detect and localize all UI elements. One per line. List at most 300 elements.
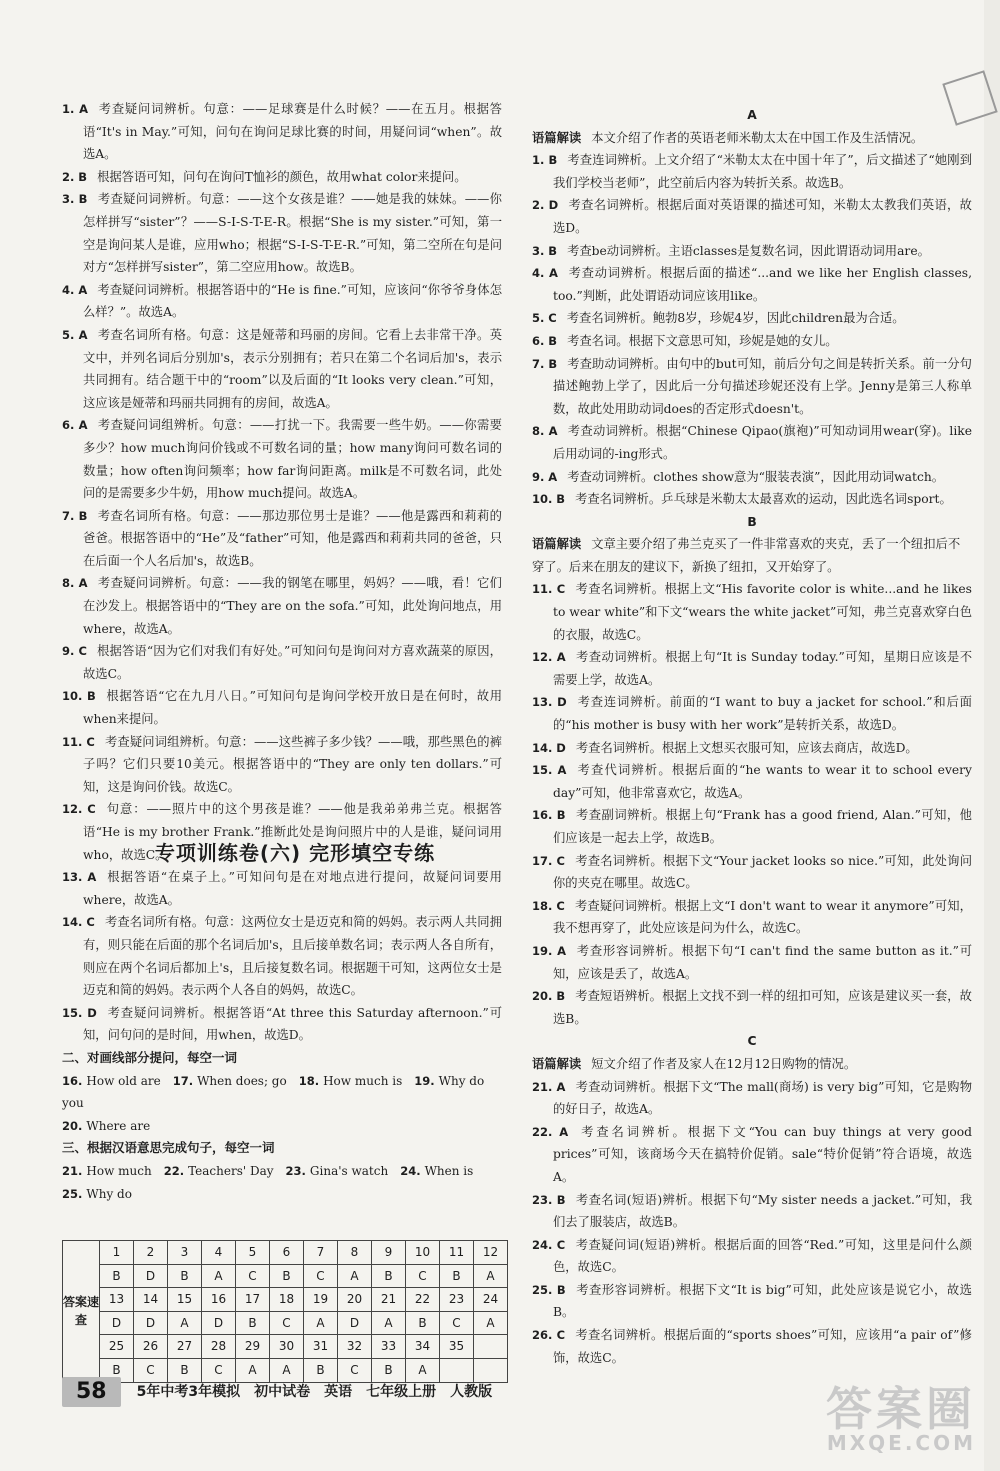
answer-item: [62, 572, 502, 640]
quick-table-answer: B: [236, 1311, 270, 1335]
answer-item: [532, 240, 972, 263]
item-answer-letter: C: [87, 802, 96, 817]
passage-b-answers: [532, 578, 972, 1030]
answer-item: [532, 1279, 972, 1324]
passage-b-summary: [532, 533, 972, 578]
item-answer-letter: D: [556, 740, 566, 755]
quick-table-number: [474, 1335, 508, 1359]
quick-table-number: 24: [474, 1288, 508, 1312]
passage-c-answers: [532, 1076, 972, 1370]
item-answer-letter: C: [548, 311, 557, 326]
item-number: 20.: [532, 989, 553, 1004]
quick-table-number: 35: [440, 1335, 474, 1359]
item-answer-letter: A: [548, 469, 558, 484]
section-2-title: 二、对画线部分提问，每空一词: [62, 1049, 238, 1065]
quick-table-number: 3: [168, 1241, 202, 1265]
item-answer-letter: B: [548, 153, 558, 168]
fill-answer-number: 16.: [62, 1073, 83, 1088]
quick-table-answer: D: [202, 1311, 236, 1335]
item-explanation: 考查名词。根据下文意思可知，珍妮是她的女儿。: [567, 333, 838, 348]
answer-item: [532, 578, 972, 646]
item-explanation: 根据答语“它在九月八日。”可知问句是询问学校开放日是在何时，故用when来提问。: [83, 689, 502, 727]
item-number: 5.: [62, 327, 75, 342]
item-explanation: 根据答语可知，问句在询问T恤衫的颜色，故用what color来提问。: [97, 169, 467, 184]
site-watermark: [826, 1382, 976, 1455]
item-number: 2.: [532, 198, 545, 213]
page-footer: [62, 1378, 506, 1406]
item-number: 26.: [532, 1328, 553, 1343]
item-explanation: 考查形容词辨析。根据下句“I can't find the same button as it.”可知，应该是丢了，故选A。: [553, 943, 972, 981]
quick-table-answer: A: [406, 1358, 440, 1382]
section-3-answers-line-2: [62, 1183, 502, 1206]
fill-answer-number: 18.: [298, 1073, 320, 1088]
item-explanation: 考查疑问词组辨析。句意：——这些裤子多少钱？——哦，那些黑色的裤子吗？它们只要10美元。根据答语中的“They are only ten dollars.”可知，这是询问价钱。故选C。: [83, 734, 502, 794]
right-column: [532, 104, 972, 1369]
quick-table-answer: B: [270, 1264, 304, 1288]
quick-table-answer: C: [406, 1264, 440, 1288]
item-explanation: 考查动词辨析。根据下文“The mall(商场) is very big”可知，它是购物的好日子，故选A。: [553, 1079, 972, 1117]
quick-table-number: 16: [202, 1288, 236, 1312]
quick-table-number: 32: [338, 1335, 372, 1359]
passage-b-heading: B: [747, 514, 757, 529]
item-explanation: 考查名词辨析。根据下文“Your jacket looks so nice.”可知，此处询问你的夹克在哪里。故选C。: [553, 853, 972, 891]
quick-table-row: [63, 1311, 508, 1335]
answer-item: [62, 911, 502, 1001]
quick-table-number: 14: [134, 1288, 168, 1312]
item-answer-letter: C: [556, 853, 565, 868]
item-number: 5.: [532, 311, 545, 326]
answer-item: [532, 488, 972, 511]
item-number: 15.: [62, 1005, 83, 1020]
fill-answer-number: 24.: [400, 1163, 421, 1178]
quick-table-label: 答案速查: [63, 1241, 100, 1383]
quick-table-number: 9: [372, 1241, 406, 1265]
item-explanation: 考查疑问词辨析。句意：——我的钢笔在哪里，妈妈？——哦，看！它们在沙发上。根据答语中的“They are on the sofa.”可知，此处询问地点，用where，故选A。: [83, 576, 502, 636]
item-answer-letter: C: [86, 734, 95, 749]
quick-table-number: 30: [270, 1335, 304, 1359]
quick-table-number: 19: [304, 1288, 338, 1312]
item-number: 7.: [62, 508, 75, 523]
item-number: 9.: [532, 469, 545, 484]
answer-item: [532, 1234, 972, 1279]
fill-answer: [62, 1187, 132, 1201]
item-number: 4.: [62, 282, 75, 297]
answer-item: [62, 414, 502, 504]
answer-item: [532, 307, 972, 330]
fill-answer-text: When is: [424, 1163, 474, 1178]
section-2-answers-line-2: [62, 1115, 502, 1138]
item-answer-letter: B: [86, 689, 96, 704]
item-answer-letter: D: [557, 695, 567, 710]
item-answer-letter: A: [556, 1079, 566, 1094]
item-answer-letter: C: [556, 582, 566, 597]
item-number: 17.: [532, 853, 553, 868]
quick-table-number: 26: [134, 1335, 168, 1359]
item-number: 6.: [532, 333, 545, 348]
quick-table-answer: B: [440, 1264, 474, 1288]
answer-item: [532, 759, 972, 804]
item-number: 7.: [532, 356, 545, 371]
quick-table-answer: B: [168, 1264, 202, 1288]
answer-item: [532, 1076, 972, 1121]
quick-table-number: 31: [304, 1335, 338, 1359]
item-answer-letter: B: [548, 356, 558, 371]
answer-item: [532, 1324, 972, 1369]
item-answer-letter: C: [556, 1328, 566, 1343]
quick-table-number: 33: [372, 1335, 406, 1359]
passage-c-heading: C: [747, 1034, 757, 1049]
item-explanation: 考查动词辨析。根据后面的描述“...and we like her English classes, too.”判断，此处谓语动词应该用like。: [553, 266, 972, 303]
item-number: 4.: [532, 266, 545, 281]
quick-table-number: 29: [236, 1335, 270, 1359]
fill-answer-text: Where are: [86, 1118, 151, 1133]
quick-table-answer: C: [134, 1358, 168, 1382]
item-explanation: 考查名词辨析。根据上文想买衣服可知，应该去商店，故选D。: [575, 740, 918, 755]
passage-b-summary-label: 语篇解读: [532, 537, 582, 552]
passage-a-answers: [532, 149, 972, 511]
item-number: 10.: [62, 689, 83, 704]
quick-table-number: 20: [338, 1288, 372, 1312]
quick-table-answer: C: [304, 1264, 338, 1288]
quick-table-number: 7: [304, 1241, 338, 1265]
quick-table-answer: A: [474, 1264, 508, 1288]
quick-table-answer: B: [406, 1311, 440, 1335]
quick-table-number: 4: [202, 1241, 236, 1265]
quick-table-number: 22: [406, 1288, 440, 1312]
fill-answer: [62, 1164, 152, 1178]
quick-table-number: 23: [440, 1288, 474, 1312]
item-explanation: 根据答语“在桌子上。”可知问句是在对地点进行提问，故疑问词要用where，故选A。: [83, 870, 502, 907]
item-answer-letter: A: [78, 576, 88, 591]
item-number: 8.: [62, 576, 75, 591]
item-explanation: 考查连词辨析。上文介绍了“米勒太太在中国十年了”，后文描述了“她刚到我们学校当老师”，此空前后内容为转折关系。故选B。: [553, 153, 972, 190]
quick-table-answer: C: [338, 1358, 372, 1382]
answer-item: [532, 262, 972, 307]
item-explanation: 考查名词(短语)辨析。根据下句“My sister needs a jacket.”可知，我们去了服装店，故选B。: [553, 1192, 972, 1230]
fill-answer-text: How much is: [323, 1073, 403, 1088]
quick-table-number: 18: [270, 1288, 304, 1312]
quick-table-number: 21: [372, 1288, 406, 1312]
watermark-logo-text: 答案圈: [826, 1382, 976, 1436]
answer-item: [532, 940, 972, 985]
answer-item: [62, 685, 502, 730]
fill-answer-number: 17.: [172, 1073, 194, 1088]
item-number: 14.: [62, 915, 83, 930]
item-explanation: 考查疑问词辨析。根据上文“I don't want to wear it anymore”可知，我不想再穿了，此处应该是问为什么，故选C。: [553, 898, 972, 936]
item-number: 15.: [532, 763, 553, 778]
item-explanation: 考查动词辨析。根据“Chinese Qipao(旗袍)”可知动词用wear(穿)。like后用动词的-ing形式。: [553, 424, 972, 461]
item-answer-letter: A: [87, 870, 97, 885]
item-answer-letter: B: [556, 1192, 566, 1207]
fill-answer: [400, 1164, 473, 1178]
item-answer-letter: A: [78, 327, 88, 342]
item-answer-letter: C: [556, 1237, 566, 1252]
footer-grade: 七年级上册: [366, 1383, 437, 1400]
answer-item: [62, 505, 502, 573]
quick-table-answer: A: [338, 1264, 372, 1288]
passage-c-summary-text: 短文介绍了作者及家人在12月12日购物的情况。: [591, 1056, 857, 1071]
quick-table-answer: B: [372, 1358, 406, 1382]
passage-c-summary-label: 语篇解读: [532, 1056, 582, 1071]
quick-table-answer: A: [372, 1311, 406, 1335]
item-explanation: 考查疑问词(短语)辨析。根据后面的回答“Red.”可知，这里是问什么颜色，故选C。: [553, 1237, 972, 1275]
item-answer-letter: A: [548, 424, 558, 439]
item-answer-letter: C: [78, 644, 87, 659]
item-answer-letter: A: [78, 418, 88, 433]
answer-item: [62, 1002, 502, 1047]
quick-table-answer: C: [236, 1264, 270, 1288]
item-number: 11.: [532, 582, 553, 597]
passage-a-heading: A: [747, 108, 757, 122]
item-explanation: 考查名词辨析。根据下文“You can buy things at very good prices”可知，该商场今天在搞特价促销。sale“特价促销”符合语境，故选A。: [553, 1124, 972, 1184]
fill-answer-text: How old are: [86, 1073, 161, 1088]
item-number: 16.: [532, 808, 553, 823]
item-explanation: 考查疑问词辨析。句意：——这个女孩是谁？——她是我的妹妹。——你怎样拼写“sister”？——S-I-S-T-E-R。根据“She is my sister.”可知，第一空是询问某人是谁，应用who；根据“S-I-S-T-E-R.”可知，第二空所在句是问对方“怎样拼写sister”，第二空应用how。故选B。: [83, 192, 502, 275]
item-number: 22.: [532, 1124, 553, 1139]
fill-answer-text: How much: [86, 1163, 152, 1178]
item-number: 12.: [62, 802, 83, 817]
item-explanation: 考查助动词辨析。由句中的but可知，前后分句之间是转折关系。前一分句描述鲍勃上学了，因此后一分句描述珍妮还没有上学。Jenny是第三人称单数，故此处用助动词does的否定形式doesn't。: [553, 356, 972, 416]
fill-answer-text: Why do: [86, 1186, 132, 1201]
quick-table-answer: B: [100, 1264, 134, 1288]
answer-item: [62, 324, 502, 414]
item-number: 13.: [62, 870, 83, 885]
item-answer-letter: D: [87, 1005, 97, 1020]
passage-a-summary-text: 本文介绍了作者的英语老师米勒太太在中国工作及生活情况。: [591, 130, 924, 145]
quick-table-answer: B: [304, 1358, 338, 1382]
item-number: 1.: [62, 102, 75, 116]
item-number: 24.: [532, 1237, 553, 1252]
section-3-answers-line-1: [62, 1160, 502, 1183]
left-column: [62, 98, 502, 1205]
quick-table-answer: D: [134, 1311, 168, 1335]
answer-item: [532, 353, 972, 421]
item-number: 12.: [532, 650, 553, 665]
quick-table-number: 11: [440, 1241, 474, 1265]
item-number: 10.: [532, 492, 553, 507]
item-number: 2.: [62, 169, 75, 184]
item-explanation: 考查动词辨析。clothes show意为“服装表演”，因此用动词watch。: [567, 469, 945, 484]
item-number: 9.: [62, 644, 75, 659]
quick-table-number: 13: [100, 1288, 134, 1312]
quick-table-row: [63, 1288, 508, 1312]
quick-table-answer: A: [236, 1358, 270, 1382]
item-explanation: 考查短语辨析。根据上文找不到一样的纽扣可知，应该是建议买一套，故选B。: [553, 989, 972, 1026]
item-explanation: 考查形容词辨析。根据下文“It is big”可知，此处应该是说它小，故选B。: [553, 1282, 972, 1320]
item-explanation: 句意：——照片中的这个男孩是谁？——他是我弟弟弗兰克。根据答语“He is my brother Frank.”推断此处是询问照片中的人是谁，疑问词用who，故选C。: [83, 802, 502, 862]
answer-item: [532, 804, 972, 849]
item-answer-letter: A: [78, 282, 88, 297]
answer-item: [532, 194, 972, 239]
item-answer-letter: A: [549, 266, 558, 281]
quick-table-answer: D: [100, 1311, 134, 1335]
quick-table-number: 8: [338, 1241, 372, 1265]
item-answer-letter: B: [78, 169, 88, 184]
item-answer-letter: B: [556, 492, 566, 507]
quick-table-answer: A: [202, 1264, 236, 1288]
quick-table-number: 10: [406, 1241, 440, 1265]
item-number: 25.: [532, 1282, 553, 1297]
answer-item: [62, 731, 502, 799]
choice-answers-list: [62, 98, 502, 1047]
answer-item: [532, 330, 972, 353]
item-number: 13.: [532, 695, 553, 710]
item-answer-letter: A: [557, 763, 567, 778]
fill-answer-text: Teachers' Day: [188, 1163, 274, 1178]
section-2-answers-line-1: [62, 1070, 502, 1115]
item-explanation: 考查疑问词组辨析。句意：——打扰一下。我需要一些牛奶。——你需要多少？how much询问价钱或不可数名词的量；how many询问可数名词的数量；how often询问频率；how far询问距离。milk是不可数名词，此处问的是需要多少牛奶，用how much提问。故选A。: [83, 418, 502, 501]
quick-table-answer: A: [474, 1311, 508, 1335]
answer-item: [532, 691, 972, 736]
fill-answer-number: 25.: [62, 1186, 83, 1201]
answer-item: [532, 895, 972, 940]
item-explanation: 考查疑问词辨析。根据答语“At three this Saturday afternoon.”可知，问句问的是时间，用when，故选D。: [83, 1005, 502, 1043]
answer-item: [532, 1121, 972, 1189]
item-explanation: 考查be动词辨析。主语classes是复数名词，因此谓语动词用are。: [567, 243, 930, 258]
item-answer-letter: C: [556, 898, 565, 913]
item-number: 19.: [532, 943, 553, 958]
passage-c-summary: [532, 1053, 972, 1076]
item-explanation: 考查名词辨析。鲍勃8岁，珍妮4岁，因此children最为合适。: [566, 311, 905, 326]
quick-table-answer: C: [270, 1311, 304, 1335]
quick-table-answer: D: [134, 1264, 168, 1288]
item-number: 18.: [532, 898, 553, 913]
answer-item: [62, 279, 502, 324]
quick-table-answer: B: [372, 1264, 406, 1288]
item-explanation: 考查代词辨析。根据后面的“he wants to wear it to school every day”可知，他非常喜欢它，故选A。: [553, 763, 972, 800]
quick-table-number: 1: [100, 1241, 134, 1265]
quick-table-answer: B: [100, 1358, 134, 1382]
quick-table-number: 5: [236, 1241, 270, 1265]
item-explanation: 考查疑问词辨析。根据答语中的“He is fine.”可知，应该问“你爷爷身体怎么样？”。故选A。: [83, 282, 502, 320]
item-answer-letter: B: [548, 243, 558, 258]
fill-answer-number: 23.: [285, 1163, 306, 1178]
item-answer-letter: A: [559, 1124, 569, 1139]
quick-table-row: [63, 1335, 508, 1359]
quick-table-answer: A: [304, 1311, 338, 1335]
footer-edition: 人教版: [450, 1383, 493, 1400]
right-page-edge: [984, 0, 1000, 1471]
item-number: 14.: [532, 740, 553, 755]
passage-a-summary-label: 语篇解读: [532, 130, 582, 145]
item-answer-letter: A: [556, 650, 566, 665]
unit-title: 专项训练卷(六) 完形填空专练: [154, 841, 436, 865]
answer-item: [62, 98, 502, 166]
answer-item: [532, 850, 972, 895]
item-explanation: 考查副词辨析。根据上句“Frank has a good friend, Alan.”可知，他们应该是一起去上学，故选B。: [553, 808, 972, 845]
item-answer-letter: A: [79, 102, 88, 116]
footer-series: 5年中考3年模拟: [136, 1383, 241, 1400]
fill-answer: [299, 1074, 403, 1088]
item-explanation: 考查疑问词辨析。句意：——足球赛是什么时候？——在五月。根据答语“It's in May.”可知，问句在询问足球比赛的时间，用疑问词“when”。故选A。: [83, 102, 502, 162]
quick-table-number: 34: [406, 1335, 440, 1359]
item-explanation: 考查名词所有格。句意：这是娅蒂和玛丽的房间。它看上去非常干净。英文中，并列名词后分别加's，表示分别拥有；若只在第二个名词后加's，表示共同拥有。结合题干中的“room”以及后面的“It looks very clean.”可知，这应该是娅蒂和玛丽共同拥有的房间，故选A。: [83, 327, 502, 410]
item-number: 23.: [532, 1192, 553, 1207]
footer-paper-type: 初中试卷: [254, 1383, 311, 1400]
fill-answer: [62, 1074, 161, 1088]
answer-item: [62, 866, 502, 911]
item-explanation: 根据答语“因为它们对我们有好处。”可知问句是询问对方喜欢蔬菜的原因，故选C。: [83, 644, 502, 681]
answer-item: [62, 166, 502, 189]
answer-item: [532, 149, 972, 194]
fill-answer: [173, 1074, 287, 1088]
fill-answer: [164, 1164, 274, 1178]
section-3-title: 三、根据汉语意思完成句子，每空一词: [62, 1140, 275, 1156]
answer-item: [532, 646, 972, 691]
item-number: 6.: [62, 418, 75, 433]
quick-table-answer: B: [168, 1358, 202, 1382]
fill-answer-number: 22.: [163, 1163, 185, 1178]
item-explanation: 考查连词辨析。前面的“I want to buy a jacket for school.”和后面的“his mother is busy with her work”是转折关系，故选D。: [553, 695, 972, 733]
item-answer-letter: D: [548, 198, 559, 213]
quick-table-row: [63, 1241, 508, 1265]
answer-item: [532, 737, 972, 760]
quick-table-number: 15: [168, 1288, 202, 1312]
item-answer-letter: B: [556, 808, 566, 823]
item-explanation: 考查名词辨析。根据后面的“sports shoes”可知，应该用“a pair of”修饰，故选C。: [553, 1328, 972, 1365]
answer-item: [532, 1189, 972, 1234]
fill-answer-number: 21.: [62, 1163, 83, 1178]
footer-subject: 英语: [324, 1383, 353, 1400]
answer-item: [532, 985, 972, 1030]
answer-item: [532, 466, 972, 489]
item-number: 1.: [532, 153, 545, 168]
item-number: 3.: [532, 243, 545, 258]
item-explanation: 考查名词辨析。乒乓球是米勒太太最喜欢的运动，因此选名词sport。: [575, 492, 952, 507]
fill-answer-text: Gina's watch: [309, 1163, 389, 1178]
passage-a-summary: [532, 127, 972, 150]
item-explanation: 考查名词辨析。根据后面对英语课的描述可知，米勒太太教我们英语，故选D。: [553, 198, 972, 235]
item-answer-letter: B: [548, 333, 558, 348]
item-number: 21.: [532, 1079, 553, 1094]
passage-b-summary-text: 文章主要介绍了弗兰克买了一件非常喜欢的夹克，丢了一个纽扣后不穿了。后来在朋友的建议下，新换了纽扣，又开始穿了。: [532, 537, 961, 574]
item-answer-letter: B: [78, 508, 88, 523]
item-answer-letter: B: [556, 1282, 566, 1297]
item-explanation: 考查名词所有格。句意：这两位女士是迈克和简的妈妈。表示两人共同拥有，则只能在后面的那个名词后加's，且后接单数名词；表示两人各自所有，则应在两个名词后都加上's，且后接复数名词。根据题干可知，这两位女士是迈克和简的妈妈。表示两个人各自的妈妈，故选C。: [83, 915, 502, 998]
quick-table-number: 17: [236, 1288, 270, 1312]
answer-item: [532, 420, 972, 465]
quick-table-answer: C: [202, 1358, 236, 1382]
answer-item: [62, 640, 502, 685]
quick-answer-table: [62, 1240, 508, 1383]
item-explanation: 考查名词所有格。句意：——那边那位男士是谁？——他是露西和莉莉的爸爸。根据答语中的“He”及“father”可知，他是露西和莉莉共同的爸爸，只在后面一个人名后加's，故选B。: [83, 508, 502, 568]
answer-item: [62, 188, 502, 278]
quick-table-answer: C: [440, 1311, 474, 1335]
quick-table-number: 6: [270, 1241, 304, 1265]
fill-answer-number: 20.: [62, 1118, 83, 1133]
quick-table-number: 2: [134, 1241, 168, 1265]
quick-table-answer: A: [270, 1358, 304, 1382]
quick-table-answer: A: [168, 1311, 202, 1335]
quick-table-number: 27: [168, 1335, 202, 1359]
quick-table-number: 28: [202, 1335, 236, 1359]
fill-answer: [286, 1164, 389, 1178]
quick-table-number: 25: [100, 1335, 134, 1359]
item-answer-letter: B: [556, 989, 566, 1004]
item-answer-letter: A: [557, 943, 566, 958]
item-answer-letter: C: [86, 915, 95, 930]
item-number: 11.: [62, 734, 83, 749]
item-answer-letter: B: [78, 192, 88, 207]
watermark-url: MXQE.COM: [826, 1431, 976, 1455]
quick-table-number: 12: [474, 1241, 508, 1265]
page-number: 58: [62, 1377, 121, 1407]
fill-answer-number: 19.: [414, 1073, 435, 1088]
fill-answer-text: Why do you: [62, 1073, 485, 1111]
fill-answer-text: When does; go: [197, 1073, 287, 1088]
item-number: 8.: [532, 424, 545, 439]
fill-answer: [62, 1119, 150, 1133]
